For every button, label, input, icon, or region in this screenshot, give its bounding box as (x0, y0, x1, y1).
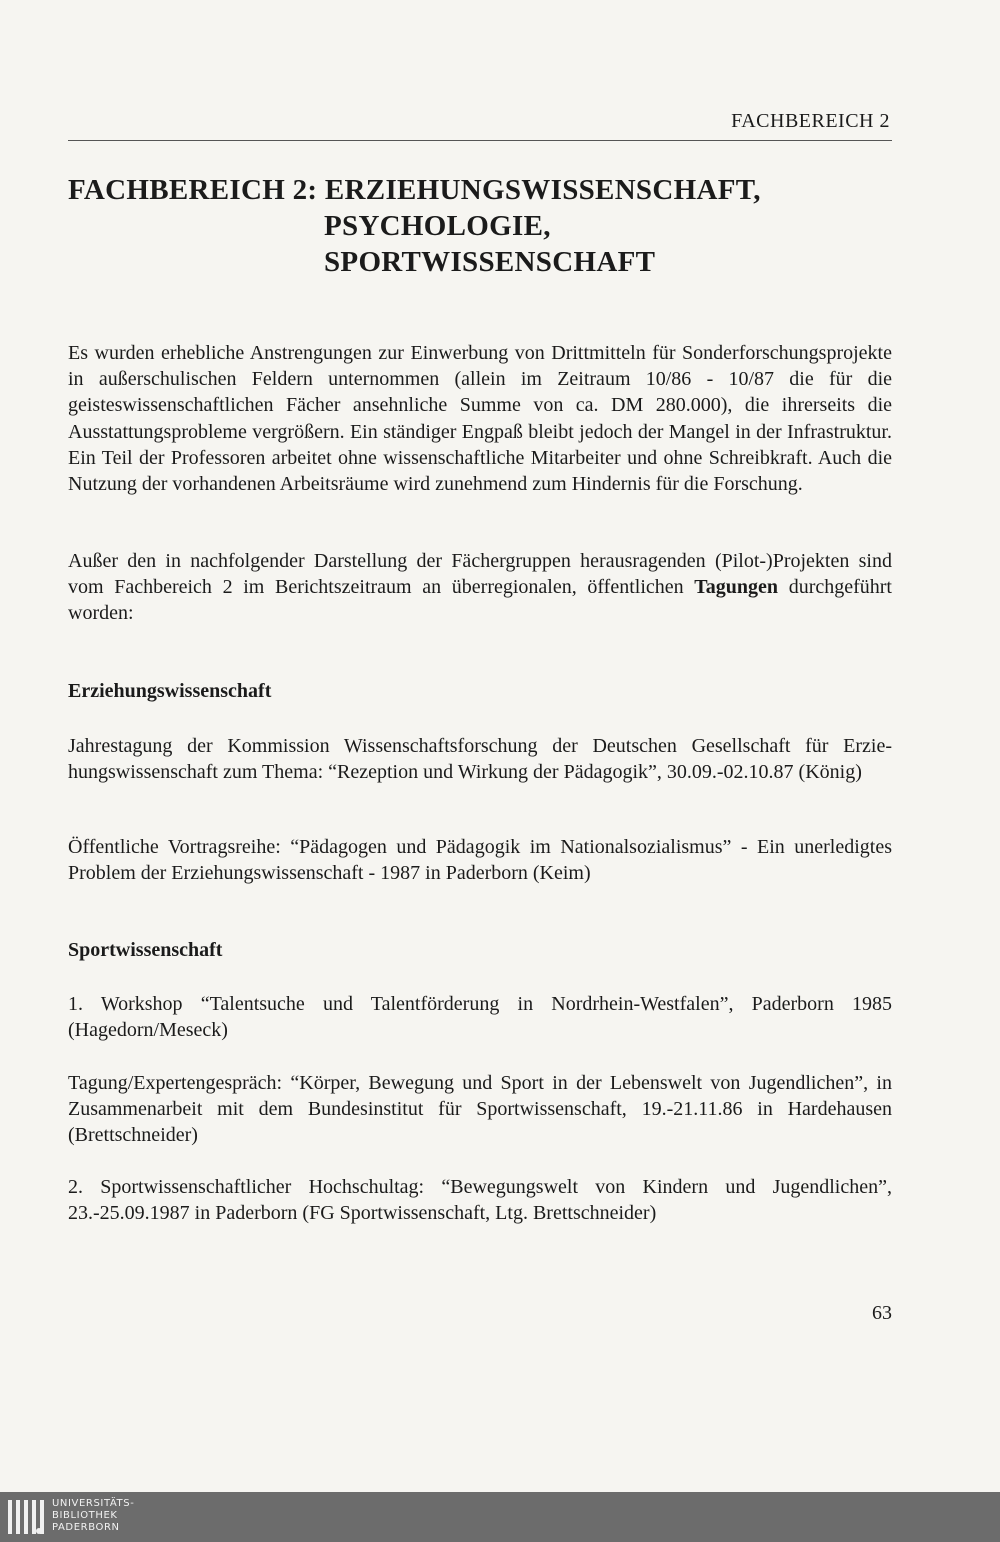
library-logo-text (52, 1498, 134, 1534)
erziehung-item-2: Öffentliche Vortragsreihe: “Pädagogen und Pädagogik im Nationalsozialismus” - Ein unerledigtes Problem der Erziehungswissenschaft - 1987 in Paderborn (Keim) (68, 836, 892, 885)
page-number: 63 (872, 1302, 892, 1324)
sport-item-1: 1. Workshop “Talentsuche und Talentförderung in Nordrhein-Westfalen”, Paderborn 1985 (Hagedorn/Meseck) (68, 993, 892, 1042)
running-header: FACHBEREICH 2 (731, 110, 890, 132)
logo-text-line-2: BIBLIOTHEK (52, 1510, 118, 1521)
intro-paragraph-2-bold: Tagungen (694, 576, 779, 599)
title-line-1: FACHBEREICH 2: ERZIEHUNGSWISSENSCHAFT, (68, 174, 761, 206)
intro-paragraph-1: Es wurden erhebliche Anstrengungen zur Einwerbung von Drittmitteln für Sonderforschungsprojekte in außerschulischen Feldern unternommen (allein im Zeitraum 10/86 - 10/87 die für die geisteswissenschaftlichen Fächer ansehnliche Summe von ca. DM 280.000), die ihrerseits die Ausstattungsprobleme vergrößern. Ein ständiger Engpaß bleibt jedoch der Mangel in der Infrastruktur. Ein Teil der Professoren arbeitet ohne wissenschaftliche Mitarbeiter und ohne Schreibkraft. Auch die Nutzung der vorhandenen Arbeitsräume wird zunehmend zum Hindernis für die Forschung. (68, 342, 892, 496)
sport-item-2: Tagung/Expertengespräch: “Körper, Bewegung und Sport in der Lebenswelt von Jugendlichen”, in Zusammenarbeit mit dem Bundesinstitut für Sportwissenschaft, 19.-21.11.86 in Hardehausen (Brettschneider) (68, 1072, 892, 1147)
logo-text-line-3: PADERBORN (52, 1522, 120, 1533)
erziehung-item-1: Jahrestagung der Kommission Wissenschaftsforschung der Deutschen Gesellschaft für Erziehungswissenschaft zum Thema: “Rezeption und Wirkung der Pädagogik”, 30.09.-02.10.87 (König) (68, 735, 892, 784)
logo-text-line-1: UNIVERSITÄTS- (52, 1498, 135, 1509)
sport-item-3: 2. Sportwissenschaftlicher Hochschultag: “Bewegungswelt von Kindern und Jugendlichen”, 23.-25.09.1987 in Paderborn (FG Sportwissenschaft, Ltg. Brettschneider) (68, 1176, 892, 1225)
intro-paragraph-2-end: durchgeführt worden: (68, 576, 892, 625)
page-title (68, 172, 888, 280)
title-line-2: PSYCHOLOGIE, SPORTWISSENSCHAFT (324, 210, 656, 278)
header-rule (68, 140, 892, 141)
library-footer-bar (0, 1492, 1000, 1542)
logo-dot-icon (36, 1528, 42, 1534)
heading-erziehungswissenschaft: Erziehungswissenschaft (68, 680, 272, 702)
intro-paragraph-2-start: Außer den in nachfolgender Darstellung der Fächergruppen herausragenden (Pilot-)Projekten sind vom Fachbereich 2 im Berichtszeitraum an überregionalen, öffentlichen (68, 550, 892, 599)
intro-paragraph-2 (68, 548, 892, 627)
heading-sportwissenschaft: Sportwissenschaft (68, 939, 223, 961)
